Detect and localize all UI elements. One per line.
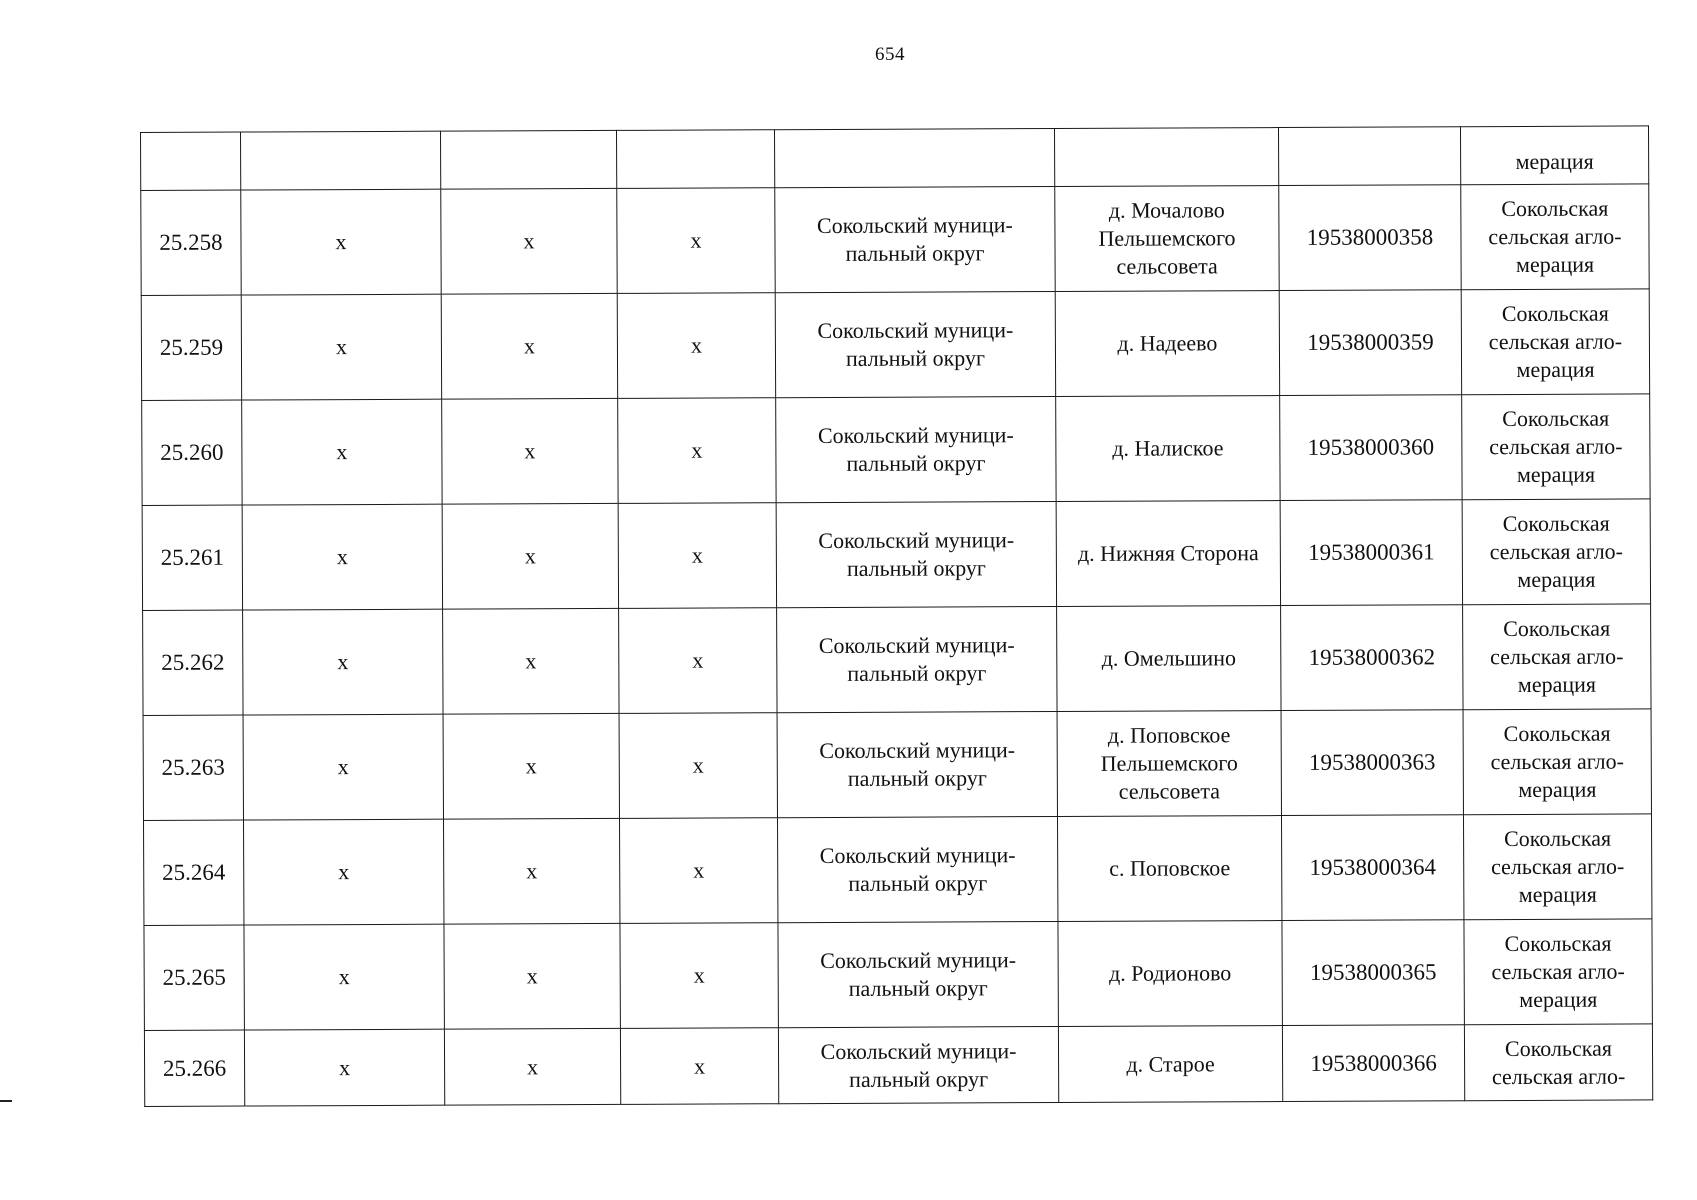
cell-okato-code: 19538000360 xyxy=(1280,395,1462,501)
cell-agglomeration: Сокольская сельская агло-мерация xyxy=(1462,499,1650,605)
cell-empty xyxy=(1054,128,1278,187)
cell-mark: х xyxy=(442,398,618,504)
cell-settlement: д. Нижняя Сторона xyxy=(1056,501,1280,607)
cell-okato-code: 19538000363 xyxy=(1281,710,1463,816)
cell-mark: х xyxy=(244,819,444,925)
cell-agglomeration: Сокольская сельская агло-мерация xyxy=(1463,604,1651,710)
cell-row-number: 25.266 xyxy=(144,1030,244,1106)
cell-agglomeration: Сокольская сельская агло-мерация xyxy=(1463,814,1651,920)
cell-agglomeration: Сокольская сельская агло- xyxy=(1464,1024,1652,1101)
cell-empty xyxy=(241,131,441,190)
cell-mark: х xyxy=(441,188,617,294)
table-row xyxy=(142,394,1650,506)
cell-mark: х xyxy=(617,293,775,399)
cell-mark: х xyxy=(242,399,442,505)
cell-okato-code: 19538000358 xyxy=(1279,185,1461,291)
cell-okato-code: 19538000365 xyxy=(1282,920,1464,1026)
cell-mark: х xyxy=(243,609,443,715)
cell-row-number: 25.262 xyxy=(143,610,243,715)
cell-district: Сокольский муници-пальный округ xyxy=(778,922,1058,1028)
table-row xyxy=(144,1024,1652,1107)
cell-district: Сокольский муници-пальный округ xyxy=(777,817,1057,923)
cell-mark: х xyxy=(442,503,618,609)
cell-mark: х xyxy=(620,1028,778,1105)
table-row xyxy=(142,499,1650,611)
cell-mark: х xyxy=(444,1028,620,1105)
cell-district: Сокольский муници-пальный округ xyxy=(777,607,1057,713)
cell-mark: х xyxy=(617,188,775,294)
registry-table xyxy=(140,125,1653,1107)
cell-okato-code: 19538000364 xyxy=(1281,815,1463,921)
cell-district: Сокольский муници-пальный округ xyxy=(776,397,1056,503)
cell-agglomeration-continued: мерация xyxy=(1460,126,1648,185)
cell-row-number: 25.258 xyxy=(141,190,241,295)
cell-mark: х xyxy=(443,608,619,714)
table-row xyxy=(143,709,1651,821)
cell-district: Сокольский муници-пальный округ xyxy=(775,292,1055,398)
page-number: 654 xyxy=(875,44,905,65)
cell-settlement: д. Налиское xyxy=(1056,396,1280,502)
cell-okato-code: 19538000366 xyxy=(1282,1025,1464,1102)
cell-settlement: д. Старое xyxy=(1058,1026,1282,1103)
cell-row-number: 25.260 xyxy=(142,400,242,505)
cell-okato-code: 19538000361 xyxy=(1280,500,1462,606)
cell-empty xyxy=(1278,127,1460,186)
table-row xyxy=(143,604,1651,716)
cell-okato-code: 19538000359 xyxy=(1279,290,1461,396)
cell-row-number: 25.259 xyxy=(141,295,241,400)
cell-settlement: д. Родионово xyxy=(1058,921,1282,1027)
cell-agglomeration: Сокольская сельская агло-мерация xyxy=(1464,919,1652,1025)
cell-empty xyxy=(774,129,1054,188)
cell-row-number: 25.261 xyxy=(142,505,242,610)
cell-mark: х xyxy=(618,503,776,609)
cell-agglomeration: Сокольская сельская агло-мерация xyxy=(1463,709,1651,815)
cell-mark: х xyxy=(619,818,777,924)
cell-row-number: 25.264 xyxy=(144,820,244,925)
cell-settlement: д. Мочалово Пельшемского сельсовета xyxy=(1055,186,1279,292)
cell-mark: х xyxy=(443,713,619,819)
cell-mark: х xyxy=(241,294,441,400)
cell-mark: х xyxy=(243,714,443,820)
margin-mark xyxy=(0,1100,12,1102)
cell-mark: х xyxy=(618,398,776,504)
cell-empty xyxy=(616,130,774,189)
cell-mark: х xyxy=(620,923,778,1029)
cell-mark: х xyxy=(242,504,442,610)
table-row xyxy=(141,184,1649,296)
cell-agglomeration: Сокольская сельская агло-мерация xyxy=(1462,394,1650,500)
cell-district: Сокольский муници-пальный округ xyxy=(776,502,1056,608)
cell-okato-code: 19538000362 xyxy=(1281,605,1463,711)
table-row xyxy=(141,289,1649,401)
cell-row-number: 25.263 xyxy=(143,715,243,820)
cell-empty xyxy=(141,132,241,190)
cell-mark: х xyxy=(441,293,617,399)
table-row xyxy=(144,919,1652,1031)
cell-mark: х xyxy=(444,923,620,1029)
cell-district: Сокольский муници-пальный округ xyxy=(777,712,1057,818)
cell-agglomeration: Сокольская сельская агло-мерация xyxy=(1461,289,1649,395)
cell-mark: х xyxy=(619,608,777,714)
cell-empty xyxy=(440,130,616,189)
cell-mark: х xyxy=(444,818,620,924)
registry-table-wrapper xyxy=(140,125,1652,1107)
table-body xyxy=(141,126,1653,1107)
cell-mark: х xyxy=(619,713,777,819)
cell-settlement: д. Поповское Пельшемского сельсовета xyxy=(1057,711,1281,817)
cell-row-number: 25.265 xyxy=(144,925,244,1030)
cell-mark: х xyxy=(244,1029,444,1106)
cell-settlement: д. Надеево xyxy=(1055,291,1279,397)
cell-settlement: д. Омельшино xyxy=(1057,606,1281,712)
cell-agglomeration: Сокольская сельская агло-мерация xyxy=(1461,184,1649,290)
cell-mark: х xyxy=(244,924,444,1030)
table-row xyxy=(144,814,1652,926)
cell-district: Сокольский муници-пальный округ xyxy=(778,1027,1058,1104)
table-row-continued xyxy=(141,126,1649,191)
cell-district: Сокольский муници-пальный округ xyxy=(775,187,1055,293)
cell-mark: х xyxy=(241,189,441,295)
cell-settlement: с. Поповское xyxy=(1057,816,1281,922)
